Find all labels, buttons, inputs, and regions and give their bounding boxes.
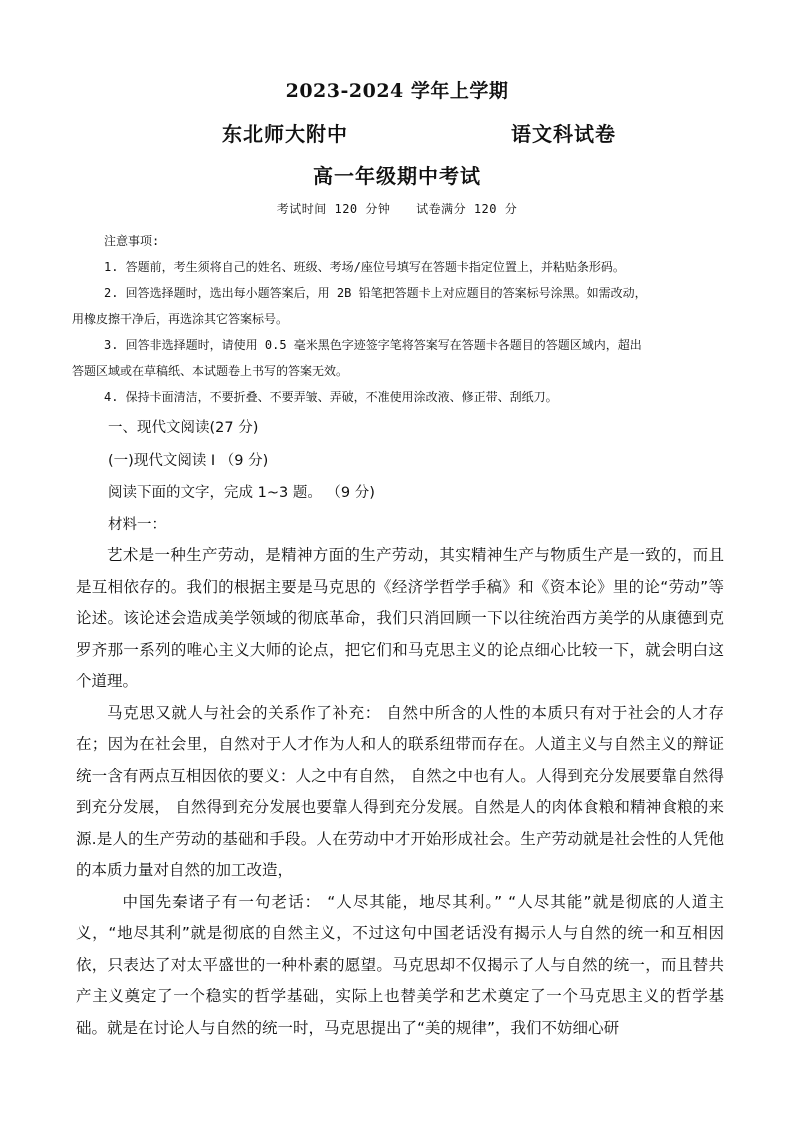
- notice-title: 注意事项:: [104, 234, 160, 248]
- school-name: 东北师大附中: [222, 122, 348, 146]
- exam-meta: [0, 200, 794, 217]
- reading-instruction: 阅读下面的文字，完成 1~3 题。 （9 分): [108, 485, 375, 501]
- subsection-heading: (一)现代文阅读 I （9 分): [108, 453, 269, 469]
- exam-title: 高一年级期中考试: [313, 164, 481, 188]
- passage-paragraph-2: 马克思又就人与社会的关系作了补充： 自然中所含的人性的本质只有对于社会的人才存在；因为在社会里，自然对于人才作为人和人的联系纽带而存在。人道主义与自然主义的辩证统一含有两点互相因依的要义：人之中有自然， 自然之中也有人。人得到充分发展要靠自然得到充分发展， 自然得到充分发展也要靠人得到充分发展。自然是人的肉体食粮和精神食粮的来源.是人的生产劳动的基础和手段。人在劳动中才开始形成社会。生产劳动就是社会性的人凭他的本质力量对自然的加工改造，: [76, 703, 724, 879]
- passage-paragraph-3: 中国先秦诸子有一句老话： “人尽其能，地尽其利。” “人尽其能”就是彻底的人道主义，“地尽其利”就是彻底的自然主义，不过这句中国老话没有揭示人与自然的统一和互相因依，只表达了对太平盛世的一种朴素的愿望。马克思却不仅揭示了人与自然的统一，而且替共产主义奠定了一个稳实的哲学基础，实际上也替美学和艺术奠定了一个马克思主义的哲学基础。就是在讨论人与自然的统一时，马克思提出了“美的规律”，我们不妨细心研: [76, 892, 724, 1037]
- school-year-title: 2023-2024 学年上学期: [285, 80, 509, 102]
- subject-title: 语文科试卷: [511, 122, 616, 146]
- exam-score: 试卷满分 120 分: [416, 202, 518, 216]
- notice-item-3-cont: 答题区域或在草稿纸、本试题卷上书写的答案无效。: [72, 364, 349, 378]
- notice-item-3: 3. 回答非选择题时，请使用 0.5 毫米黑色字迹签字笔将答案写在答题卡各题目的答题区域内，超出: [104, 338, 642, 352]
- passage: [76, 540, 724, 1044]
- notice-item-4: 4. 保持卡面清洁，不要折叠、不要弄皱、弄破，不准使用涂改液、修正带、刮纸刀。: [104, 390, 558, 404]
- material-label: 材料一：: [108, 517, 166, 533]
- notice-item-1: 1. 答题前，考生须将自己的姓名、班级、考场/座位号填写在答题卡指定位置上，并粘贴条形码。: [104, 260, 625, 274]
- passage-paragraph-1: 艺术是一种生产劳动，是精神方面的生产劳动，其实精神生产与物质生产是一致的，而且是互相依存的。我们的根据主要是马克思的《经济学哲学手稿》和《资本论》里的论“劳动”等论述。该论述会造成美学领域的彻底革命，我们只消回顾一下以往统治西方美学的从康德到克罗齐那一系列的唯心主义大师的论点，把它们和马克思主义的论点细心比较一下，就会明白这个道理。: [76, 546, 724, 690]
- part-heading: 一、现代文阅读(27 分): [108, 420, 259, 436]
- notice-block: [72, 228, 724, 410]
- exam-duration: 考试时间 120 分钟: [276, 202, 391, 216]
- notice-item-2: 2. 回答选择题时，选出每小题答案后，用 2B 铅笔把答题卡上对应题目的答案标号涂黑。如需改动，: [104, 286, 647, 300]
- notice-item-2-cont: 用橡皮擦干净后，再选涂其它答案标号。: [72, 312, 289, 326]
